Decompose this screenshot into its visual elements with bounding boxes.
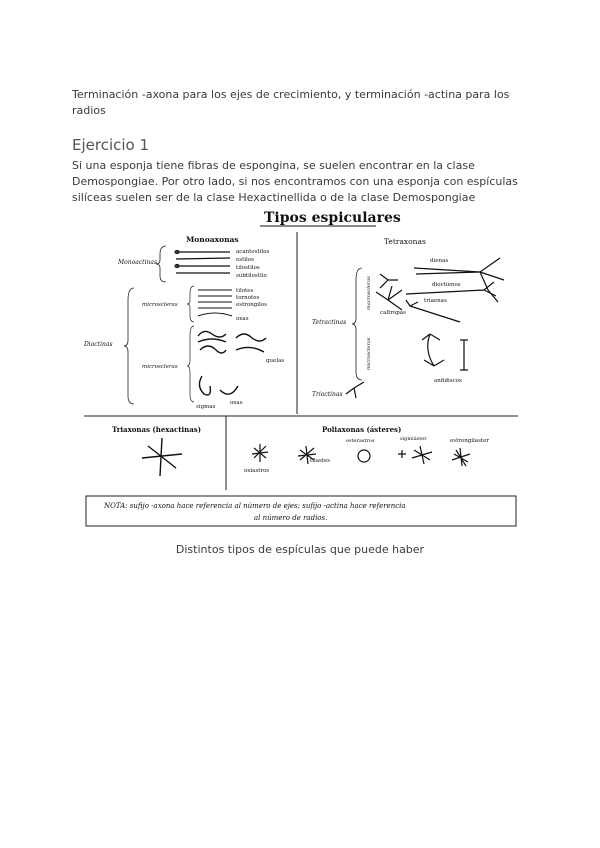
spicule-diagram [84, 210, 518, 532]
estrongilaster-label: estrongilaster [450, 438, 490, 444]
sigmiaster-label: sigmiáster [400, 436, 427, 442]
tilastes-label: tilastes [310, 458, 331, 464]
sigmas-spicules [199, 376, 238, 395]
esterastros-label: esterastros [346, 438, 375, 444]
microscleras-label: microscleras [142, 364, 178, 370]
quelas-label: quelas [266, 358, 285, 364]
oxas-micro-label: oxas [230, 400, 243, 406]
tilostilos-label: tilostilos [236, 265, 260, 271]
oxiastros-label: oxiastros [244, 468, 270, 474]
hexactina-spicule [142, 438, 182, 476]
oxas-label: oxas [236, 316, 249, 322]
figure-title: Tipos espiculares [264, 210, 401, 226]
tornotes-label: tornotes [236, 295, 260, 301]
estilos-label: estilos [236, 257, 254, 263]
tetractinas-label: Tetractinas [312, 319, 347, 326]
section-heading: Ejercicio 1 [72, 136, 150, 154]
note-line-2: al número de radios. [254, 514, 328, 522]
tilotes-label: tilotes [236, 288, 254, 294]
subtilostilo-label: subtilostilo [236, 273, 267, 279]
aster-spicules [252, 444, 470, 466]
caltropas-label: caltropas [380, 310, 406, 316]
anfidiscos-label: anfidiscos [434, 378, 462, 384]
triactinas-label: Triactinas [312, 391, 343, 398]
dienas-label: dienas [430, 258, 449, 264]
megascleras-spicules [198, 290, 232, 316]
monoactinas-label: Monoactinas [118, 259, 158, 266]
sigmas-label: sigmas [196, 404, 216, 410]
body-paragraph: Si una esponja tiene fibras de espongina, se suelen encontrar en la clase Demospongiae. Por otro lado, si nos encontramos con una esponja con espículas silíceas suelen ser de la clase Hexactinellida o de la clase Demospongiae [72, 159, 518, 204]
intro-text: Terminación -axona para los ejes de crecimiento, y terminación -actina para los radios [72, 88, 510, 117]
diactinas-label: Diactinas [84, 341, 113, 348]
triaxonas-title: Triaxonas (hexactinas) [112, 425, 202, 434]
monoactinas-spicules [175, 251, 230, 274]
monoaxonas-title: Monoaxonas [186, 235, 239, 244]
triaenas-label: triaenas [424, 298, 447, 304]
poliaxonas-title: Poliaxonas (ásteres) [322, 425, 402, 434]
tetraxonas-title: Tetraxonas [384, 237, 426, 246]
estrongilos-label: estrongilos [236, 302, 267, 308]
dioctienos-label: dioctienos [432, 282, 461, 288]
microscleras-tetra-label: microscleras [366, 337, 372, 370]
macroscleras-label: macroscleras [366, 276, 372, 310]
microscleras-top-label: microscleras [142, 302, 178, 308]
note-line-1: NOTA: sufijo -axona hace referencia al número de ejes; sufijo -actina hace referencia [104, 502, 406, 510]
quelas-spicules [198, 331, 266, 353]
figure-caption: Distintos tipos de espículas que puede haber [175, 543, 425, 556]
spicule-types-figure [84, 210, 518, 532]
acantostilos-label: acantostilos [236, 249, 270, 255]
